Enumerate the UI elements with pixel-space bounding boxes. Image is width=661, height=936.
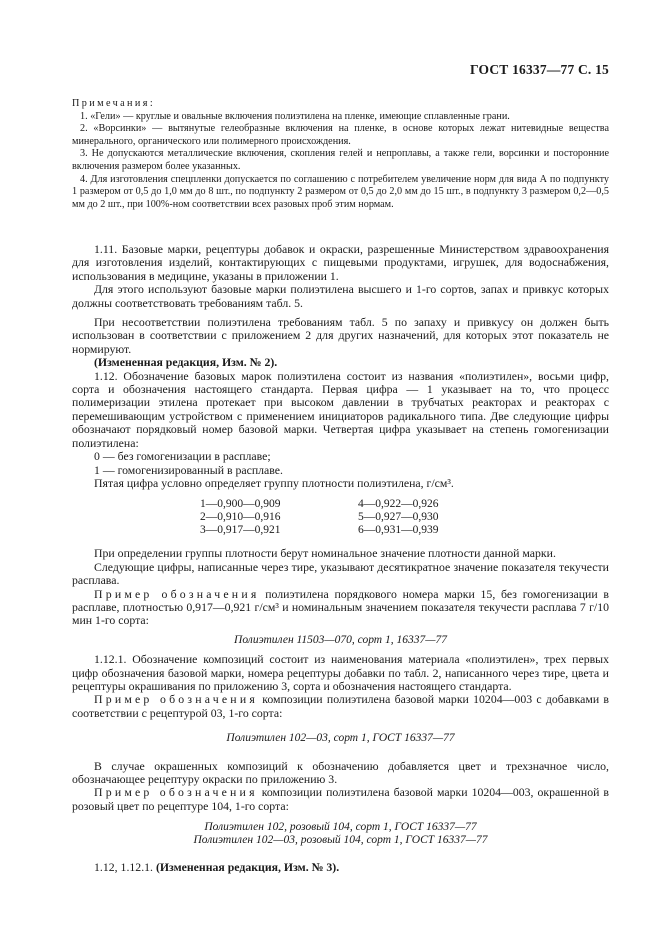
notes-block xyxy=(72,98,609,211)
amendment-2: (Измененная редакция, Изм. № 2). xyxy=(94,355,278,370)
example-label: Пример обозначения xyxy=(94,785,258,800)
example-1 xyxy=(72,588,609,628)
amendment-3 xyxy=(72,861,609,874)
paragraph-1-11: 1.11. Базовые марки, рецептуры добавок и окраски, разрешенные Министерством здравоохранения для изготовления изделий, контактирующих с пищевыми продуктами, игрушек, для водоснабжения, использования в медицине, указаны в приложении 1. xyxy=(72,242,609,283)
note-item: 4. Для изготовления спецпленки допускается по соглашению с потребителем увеличение норм для вида А по подпункту 1 размером от 0,5 до 1,0 мм до 8 шт., по подпункту 2 размером от 0,5 до 2,0 мм до 15 шт., в подпункту 3 размером 0,2—0,5 мм до 2 шт., при 100%-ном соответствии всех разовых проб этим нормам. xyxy=(72,173,609,210)
example-3-text: композиции полиэтилена базовой марки 10204—003, окрашенной в розовый цвет по рецептуре 104, 1-го сорта: xyxy=(72,785,610,813)
density-group: 4—0,922—0,926 xyxy=(358,498,439,511)
paragraph-nominal: При определении группы плотности берут номинальное значение плотности данной марки. xyxy=(94,546,556,561)
example-2 xyxy=(72,693,609,720)
density-group: 5—0,927—0,930 xyxy=(358,511,439,524)
density-group: 6—0,931—0,939 xyxy=(358,524,439,537)
note-item: 2. «Ворсинки» — вытянутые гелеобразные включения на пленке, в основе которых лежат нитевидные вещества минерального, органического или полимерного происхождения. xyxy=(72,123,609,147)
amendment-3-text: (Измененная редакция, Изм. № 3). xyxy=(155,860,340,875)
example-label: Пример обозначения xyxy=(94,586,260,601)
formula-1: Полиэтилен 11503—070, сорт 1, 16337—77 xyxy=(234,633,447,646)
density-group: 2—0,910—0,916 xyxy=(200,511,281,524)
main-text xyxy=(72,243,609,875)
paragraph-following: Следующие цифры, написанные через тире, указывают десятикратное значение показателя текучести расплава. xyxy=(72,559,609,588)
paragraph-colored: В случае окрашенных композиций к обозначению добавляется цвет и трехзначное число, обозначающее рецептуру окраски по приложению 3. xyxy=(72,758,609,786)
formula-3a: Полиэтилен 102, розовый 104, сорт 1, ГОСТ 16337—77 xyxy=(204,821,477,834)
paragraph-1-12-1: 1.12.1. Обозначение композиций состоит из наименования материала «полиэтилен», трех первых цифр обозначения базовой марки, номера рецептуры добавки по табл. 2, написанного через тире, цвета и рецептуры окрашивания по приложению 3, сорта и обозначения настоящего стандарта. xyxy=(72,652,609,693)
formula-3b: Полиэтилен 102—03, розовый 104, сорт 1, ГОСТ 16337—77 xyxy=(193,834,488,847)
paragraph-fifth-digit: Пятая цифра условно определяет группу плотности полиэтилена, г/см³. xyxy=(94,475,454,490)
example-label: Пример обозначения xyxy=(94,692,258,707)
density-groups xyxy=(200,498,609,537)
example-1-text: полиэтилена порядкового номера марки 15, без гомогенизации в расплаве, плотностью 0,917—0,921 г/см³ и номинальным значением показателя текучести расплава 7 г/10 мин 1-го сорта: xyxy=(72,586,609,628)
notes-heading: Примечания: xyxy=(72,98,156,109)
paragraph-1-12: 1.12. Обозначение базовых марок полиэтилена состоит из названия «полиэтилен», восьми цифр, сорта и обозначения настоящего стандарта. Первая цифра — 1 указывает на то, что процесс полимеризации этилена протекает при высоком давлении в трубчатых реакторах и реакторах с перемешивающим устройством с применением инициаторов радикального типа. Две следующие цифры обозначают порядковый номер базовой марки. Четвертая цифра указывает на степень гомогенизации полиэтилена: xyxy=(72,368,609,450)
page-header: ГОСТ 16337—77 С. 15 xyxy=(470,62,609,77)
paragraph-sort: Для этого используют базовые марки полиэтилена высшего и 1-го сортов, запах и привкус которых должны соответствовать требованиям табл. 5. xyxy=(72,282,609,310)
note-item: 1. «Гели» — круглые и овальные включения полиэтилена на пленке, имеющие сплавленные грани. xyxy=(80,110,510,122)
formula-2: Полиэтилен 102—03, сорт 1, ГОСТ 16337—77 xyxy=(226,732,455,745)
note-item: 3. Не допускаются металлические включения, скопления гелей и непроплавы, а также гели, ворсинки и посторонние включения размером более указанных. xyxy=(72,148,609,172)
homogenization-0: 0 — без гомогенизации в расплаве; xyxy=(94,449,271,464)
density-group: 3—0,917—0,921 xyxy=(200,524,281,537)
paragraph-mismatch: При несоответствии полиэтилена требованиям табл. 5 по запаху и привкусу он должен быть использован в соответствии с приложением 2 для других назначений, для которых этот показатель не нормируют. xyxy=(72,315,609,356)
example-3 xyxy=(72,786,609,813)
homogenization-1: 1 — гомогенизированный в расплаве. xyxy=(94,462,283,477)
formula-3 xyxy=(72,821,609,847)
example-2-text: композиции полиэтилена базовой марки 10204—003 с добавками в соответствии с рецептурой 03, 1-го сорта: xyxy=(72,692,609,720)
amendment-3-prefix: 1.12, 1.12.1. xyxy=(94,860,156,875)
density-group: 1—0,900—0,909 xyxy=(200,498,281,511)
